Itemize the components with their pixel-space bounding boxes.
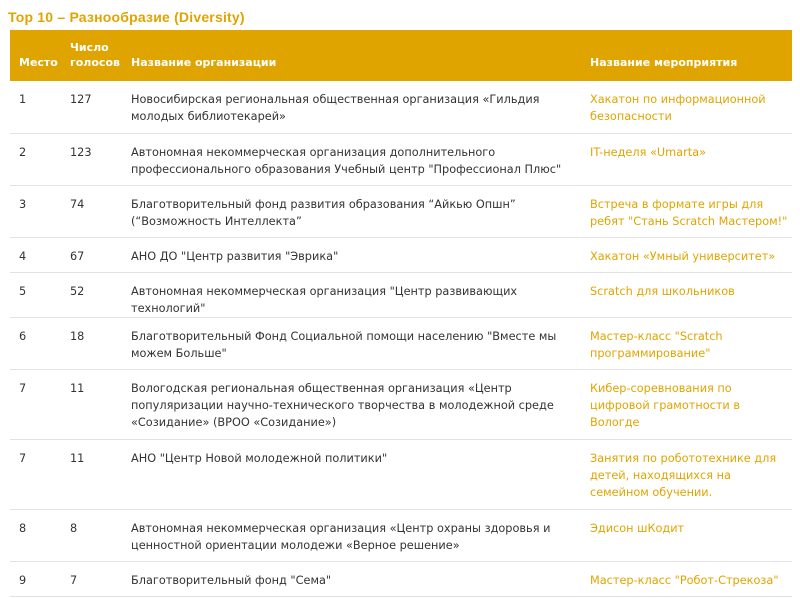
cell-event xyxy=(581,133,792,185)
event-link[interactable]: Хакатон «Умный университет» xyxy=(590,249,776,263)
event-link[interactable]: Мастер-класс "Робот-Стрекоза" xyxy=(590,573,779,587)
header-place: Место xyxy=(10,30,61,81)
cell-place: 7 xyxy=(10,439,61,509)
event-link[interactable]: Эдисон шКодит xyxy=(590,521,685,535)
cell-org: Автономная некоммерческая организация "Центр развивающих технологий" xyxy=(122,272,581,317)
cell-event xyxy=(581,439,792,509)
table-row xyxy=(10,237,792,272)
table-row xyxy=(10,439,792,509)
cell-votes: 74 xyxy=(61,185,122,237)
event-link[interactable]: IT-неделя «Umarta» xyxy=(590,145,706,159)
cell-org: Вологодская региональная общественная организация «Центр популяризации научно-технического творчества в молодежной среде «Созидание» (ВРОО «Созидание») xyxy=(122,369,581,439)
table-header xyxy=(10,30,792,81)
cell-org: Благотворительный Фонд Социальной помощи населению "Вместе мы можем Больше" xyxy=(122,317,581,369)
cell-event xyxy=(581,81,792,133)
event-link[interactable]: Кибер-соревнования по цифровой грамотности в Вологде xyxy=(590,381,740,429)
cell-event xyxy=(581,272,792,317)
cell-org: Новосибирская региональная общественная организация «Гильдия молодых библиотекарей» xyxy=(122,81,581,133)
cell-votes: 7 xyxy=(61,561,122,596)
cell-org: АНО ДО "Центр развития "Эврика" xyxy=(122,237,581,272)
cell-votes: 18 xyxy=(61,317,122,369)
table-row xyxy=(10,272,792,317)
cell-org: Благотворительный фонд "Сема" xyxy=(122,561,581,596)
cell-place: 5 xyxy=(10,272,61,317)
cell-votes: 67 xyxy=(61,237,122,272)
cell-event xyxy=(581,509,792,561)
cell-org: Автономная некоммерческая организация дополнительного профессионального образования Учебный центр "Профессионал Плюс" xyxy=(122,133,581,185)
table-row xyxy=(10,317,792,369)
page-title: Top 10 – Разнообразие (Diversity) xyxy=(8,9,245,25)
cell-event xyxy=(581,317,792,369)
cell-event xyxy=(581,237,792,272)
cell-votes: 123 xyxy=(61,133,122,185)
table-row xyxy=(10,509,792,561)
cell-event xyxy=(581,369,792,439)
cell-place: 2 xyxy=(10,133,61,185)
ranking-table xyxy=(10,30,792,597)
table-row xyxy=(10,81,792,133)
table-row xyxy=(10,369,792,439)
event-link[interactable]: Мастер-класс "Scratch программирование" xyxy=(590,329,723,360)
cell-org: АНО "Центр Новой молодежной политики" xyxy=(122,439,581,509)
table-row xyxy=(10,185,792,237)
table-body xyxy=(10,81,792,596)
cell-place: 6 xyxy=(10,317,61,369)
cell-place: 8 xyxy=(10,509,61,561)
cell-place: 7 xyxy=(10,369,61,439)
table-row xyxy=(10,133,792,185)
header-org: Название организации xyxy=(122,30,581,81)
cell-votes: 52 xyxy=(61,272,122,317)
cell-votes: 8 xyxy=(61,509,122,561)
header-votes-line2: голосов xyxy=(70,56,120,69)
cell-place: 1 xyxy=(10,81,61,133)
cell-place: 4 xyxy=(10,237,61,272)
cell-place: 3 xyxy=(10,185,61,237)
event-link[interactable]: Scratch для школьников xyxy=(590,284,735,298)
header-votes xyxy=(61,30,122,81)
cell-org: Благотворительный фонд развития образования “Айкью Опшн” (“Возможность Интеллекта” xyxy=(122,185,581,237)
cell-place: 9 xyxy=(10,561,61,596)
event-link[interactable]: Встреча в формате игры для ребят "Стань Scratch Мастером!" xyxy=(590,197,788,228)
cell-votes: 11 xyxy=(61,369,122,439)
header-event: Название мероприятия xyxy=(581,30,792,81)
cell-event xyxy=(581,561,792,596)
header-votes-line1: Число xyxy=(70,41,109,54)
table-row xyxy=(10,561,792,596)
cell-event xyxy=(581,185,792,237)
cell-votes: 11 xyxy=(61,439,122,509)
cell-votes: 127 xyxy=(61,81,122,133)
cell-org: Автономная некоммерческая организация «Центр охраны здоровья и ценностной ориентации молодежи «Верное решение» xyxy=(122,509,581,561)
event-link[interactable]: Занятия по робототехнике для детей, находящихся на семейном обучении. xyxy=(590,451,777,499)
event-link[interactable]: Хакатон по информационной безопасности xyxy=(590,93,766,123)
